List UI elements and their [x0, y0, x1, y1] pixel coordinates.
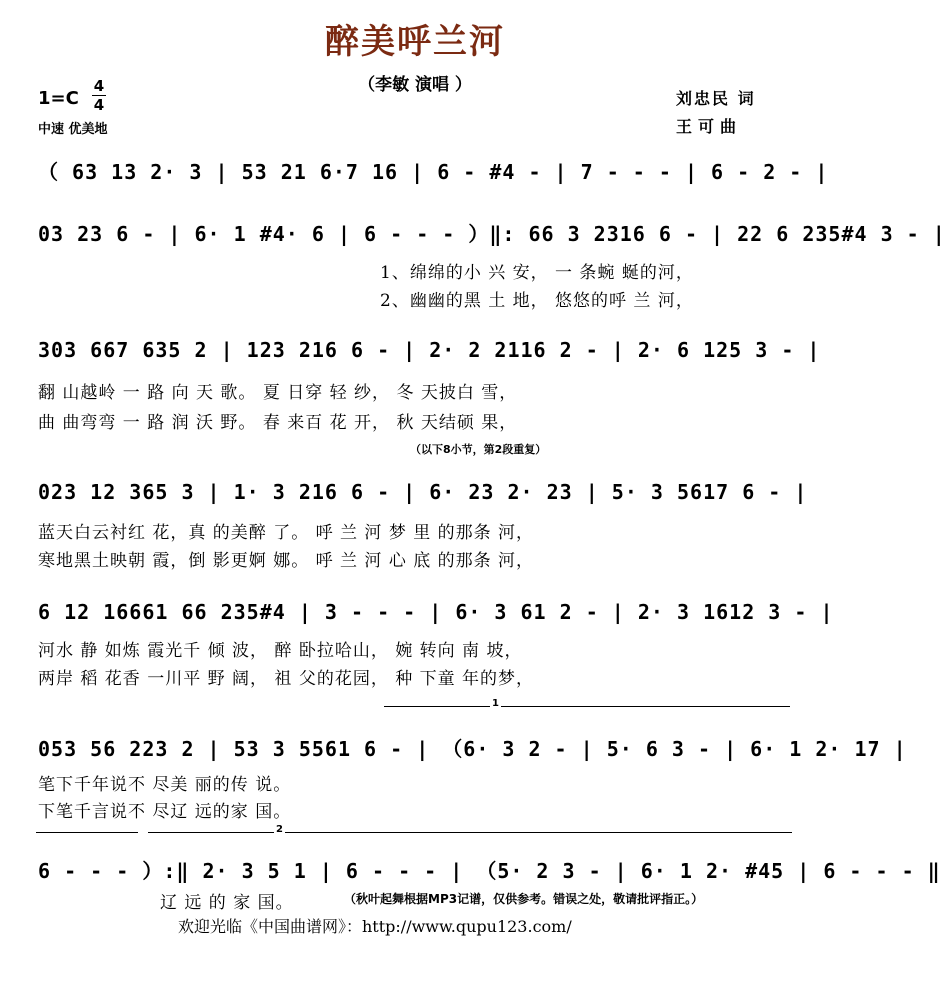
composer-credit: 王可曲	[676, 117, 743, 136]
song-title: 醉美呼兰河	[325, 22, 505, 62]
lyricist-credit: 刘忠民 词	[676, 89, 756, 108]
ending-2-label: 2	[276, 824, 283, 835]
ending-1-bracket	[384, 698, 790, 714]
score-line-6: 053 56 223 2 | 53 3 5561 6 - | （6· 3 2 - | 5· 6 3 - | 6· 1 2· 17 |	[38, 737, 907, 761]
lyric-line-7: 辽 远 的 家 国。	[160, 893, 294, 913]
singer-credit: （李敏 演唱 ）	[358, 75, 472, 95]
score-line-7: 6 - - - ）:‖ 2· 3 5 1 | 6 - - - | （5· 2 3 - | 6· 1 2· #45 | 6 - - - ‖	[38, 859, 941, 883]
score-line-3: 303 667 635 2 | 123 216 6 - | 2· 2 2116 2 - | 2· 6 125 3 - |	[38, 338, 821, 362]
key-signature: 1=C	[38, 88, 79, 109]
time-top: 4	[93, 77, 105, 95]
lyric-line-5-verse2: 两岸 稻 花香 一川平 野 阔， 祖 父的花园， 种 下童 年的梦，	[38, 669, 535, 689]
ending-2-bracket	[148, 824, 792, 840]
lyric-line-4-verse1: 蓝天白云衬红 花，真 的美醉 了。 呼 兰 河 梦 里 的那条 河，	[38, 523, 535, 543]
ending-1-bracket-continued	[36, 832, 138, 840]
tempo-marking: 中速 优美地	[38, 122, 108, 137]
time-signature	[92, 78, 106, 113]
time-bottom: 4	[93, 96, 105, 114]
lyric-line-6-verse2: 下笔千言说不 尽辽 远的家 国。	[38, 802, 292, 822]
transcription-note: （秋叶起舞根据MP3记谱，仅供参考。错误之处，敬请批评指正。）	[344, 892, 704, 906]
lyric-line-4-verse2: 寒地黑土映朝 霞，倒 影更婀 娜。 呼 兰 河 心 底 的那条 河，	[38, 551, 535, 571]
lyric-line-6-verse1: 笔下千年说不 尽美 丽的传 说。	[38, 775, 292, 795]
lyric-line-5-verse1: 河水 静 如炼 霞光千 倾 波， 醉 卧拉哈山， 婉 转向 南 坡，	[38, 641, 523, 661]
score-line-4: 023 12 365 3 | 1· 3 216 6 - | 6· 23 2· 23 | 5· 3 5617 6 - |	[38, 480, 808, 504]
repeat-note: （以下8小节，第2段重复）	[410, 443, 547, 456]
website-credit: 欢迎光临《中国曲谱网》：http://www.qupu123.com/	[178, 917, 572, 936]
lyric-line-2-verse2: 2、幽幽的黑 土 地， 悠悠的呼 兰 河，	[380, 291, 694, 311]
ending-1-label: 1	[492, 698, 499, 709]
score-line-5: 6 12 16661 66 235#4 | 3 - - - | 6· 3 61 2 - | 2· 3 1612 3 - |	[38, 600, 834, 624]
score-line-2: 03 23 6 - | 6· 1 #4· 6 | 6 - - - ）‖: 66 3 2316 6 - | 22 6 235#4 3 - |	[38, 222, 946, 246]
score-line-1: （ 63 13 2· 3 | 53 21 6·7 16 | 6 - #4 - | 7 - - - | 6 - 2 - |	[38, 160, 829, 184]
lyric-line-3-verse1: 翻 山越岭 一 路 向 天 歌。 夏 日穿 轻 纱， 冬 天披白 雪，	[38, 383, 518, 403]
lyric-line-3-verse2: 曲 曲弯弯 一 路 润 沃 野。 春 来百 花 开， 秋 天结硕 果，	[38, 413, 518, 433]
lyric-line-2-verse1: 1、绵绵的小 兴 安， 一 条蜿 蜒的河，	[380, 263, 694, 283]
